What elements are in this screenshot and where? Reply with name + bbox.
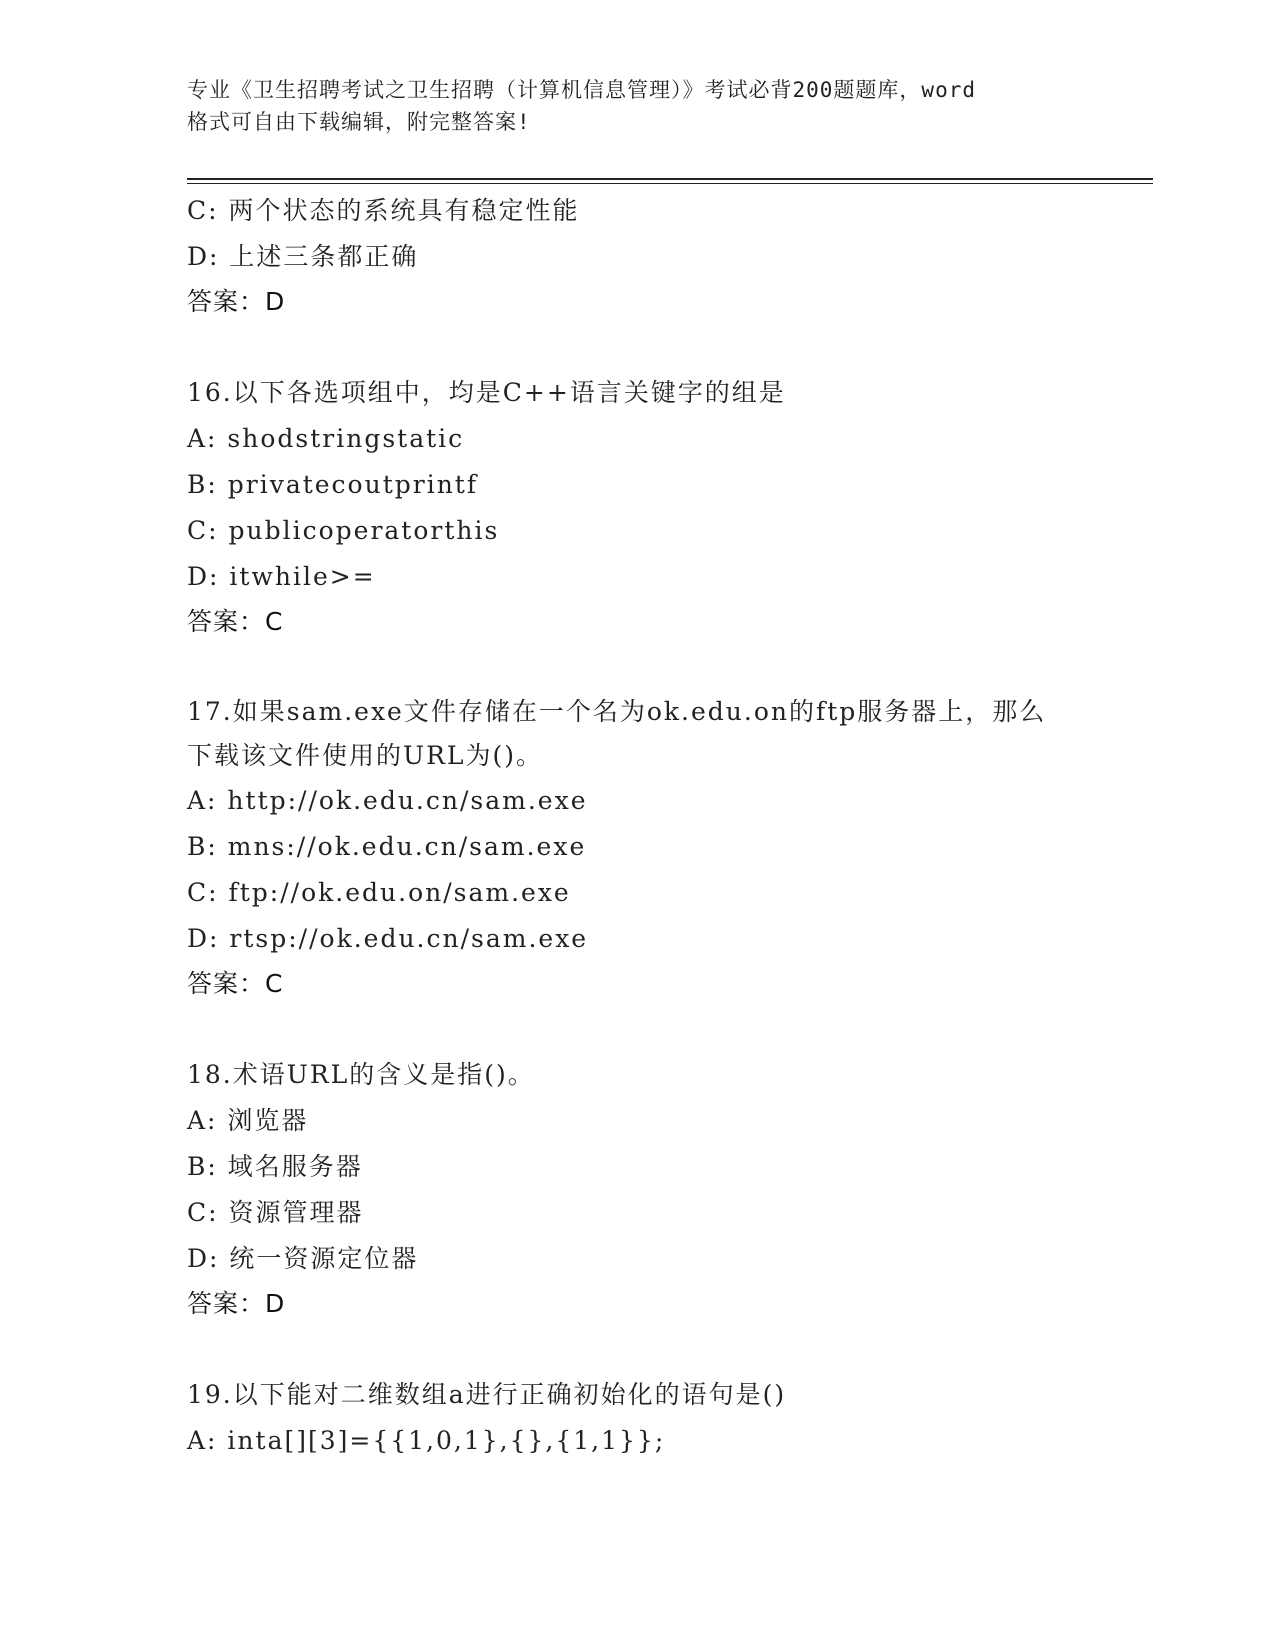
question-stem: 19.以下能对二维数组a进行正确初始化的语句是() bbox=[187, 1380, 787, 1409]
question-15-continued bbox=[187, 188, 1147, 324]
question-18 bbox=[187, 1052, 1147, 1326]
option-c: C: ftp://ok.edu.on/sam.exe bbox=[187, 878, 571, 907]
document-body bbox=[187, 188, 1147, 1464]
answer-line: 答案：C bbox=[187, 607, 284, 636]
option-b: B: privatecoutprintf bbox=[187, 470, 479, 499]
spacer bbox=[187, 644, 1147, 690]
option-d: D: 上述三条都正确 bbox=[187, 242, 419, 271]
option-d: D: itwhile>= bbox=[187, 562, 376, 591]
option-a: A: 浏览器 bbox=[187, 1106, 309, 1135]
option-d: D: 统一资源定位器 bbox=[187, 1244, 419, 1273]
option-a: A: http://ok.edu.cn/sam.exe bbox=[187, 786, 588, 815]
option-b: B: 域名服务器 bbox=[187, 1152, 363, 1181]
option-c: C: 两个状态的系统具有稳定性能 bbox=[187, 196, 580, 225]
question-17 bbox=[187, 690, 1147, 1006]
spacer bbox=[187, 1006, 1147, 1052]
header-line-1: 专业《卫生招聘考试之卫生招聘（计算机信息管理）》考试必背200题题库，word bbox=[187, 78, 976, 102]
question-stem: 18.术语URL的含义是指()。 bbox=[187, 1060, 535, 1089]
answer-line: 答案：C bbox=[187, 969, 284, 998]
option-c: C: publicoperatorthis bbox=[187, 516, 500, 545]
header-line-2: 格式可自由下载编辑，附完整答案! bbox=[187, 110, 531, 134]
answer-line: 答案：D bbox=[187, 287, 286, 316]
option-c: C: 资源管理器 bbox=[187, 1198, 364, 1227]
option-b: B: mns://ok.edu.cn/sam.exe bbox=[187, 832, 587, 861]
option-a: A: shodstringstatic bbox=[187, 424, 465, 453]
option-d: D: rtsp://ok.edu.cn/sam.exe bbox=[187, 924, 589, 953]
header-divider-thin bbox=[187, 183, 1153, 184]
option-a: A: inta[][3]={{1,0,1},{},{1,1}}; bbox=[187, 1426, 666, 1455]
spacer bbox=[187, 1326, 1147, 1372]
question-stem: 16.以下各选项组中，均是C++语言关键字的组是 bbox=[187, 378, 786, 407]
spacer bbox=[187, 324, 1147, 370]
question-16 bbox=[187, 370, 1147, 644]
question-19 bbox=[187, 1372, 1147, 1464]
question-stem: 17.如果sam.exe文件存储在一个名为ok.edu.on的ftp服务器上，那么下载该文件使用的URL为()。 bbox=[187, 697, 1047, 770]
header-divider-thick bbox=[187, 178, 1153, 180]
answer-line: 答案：D bbox=[187, 1289, 286, 1318]
document-header bbox=[187, 74, 1087, 138]
